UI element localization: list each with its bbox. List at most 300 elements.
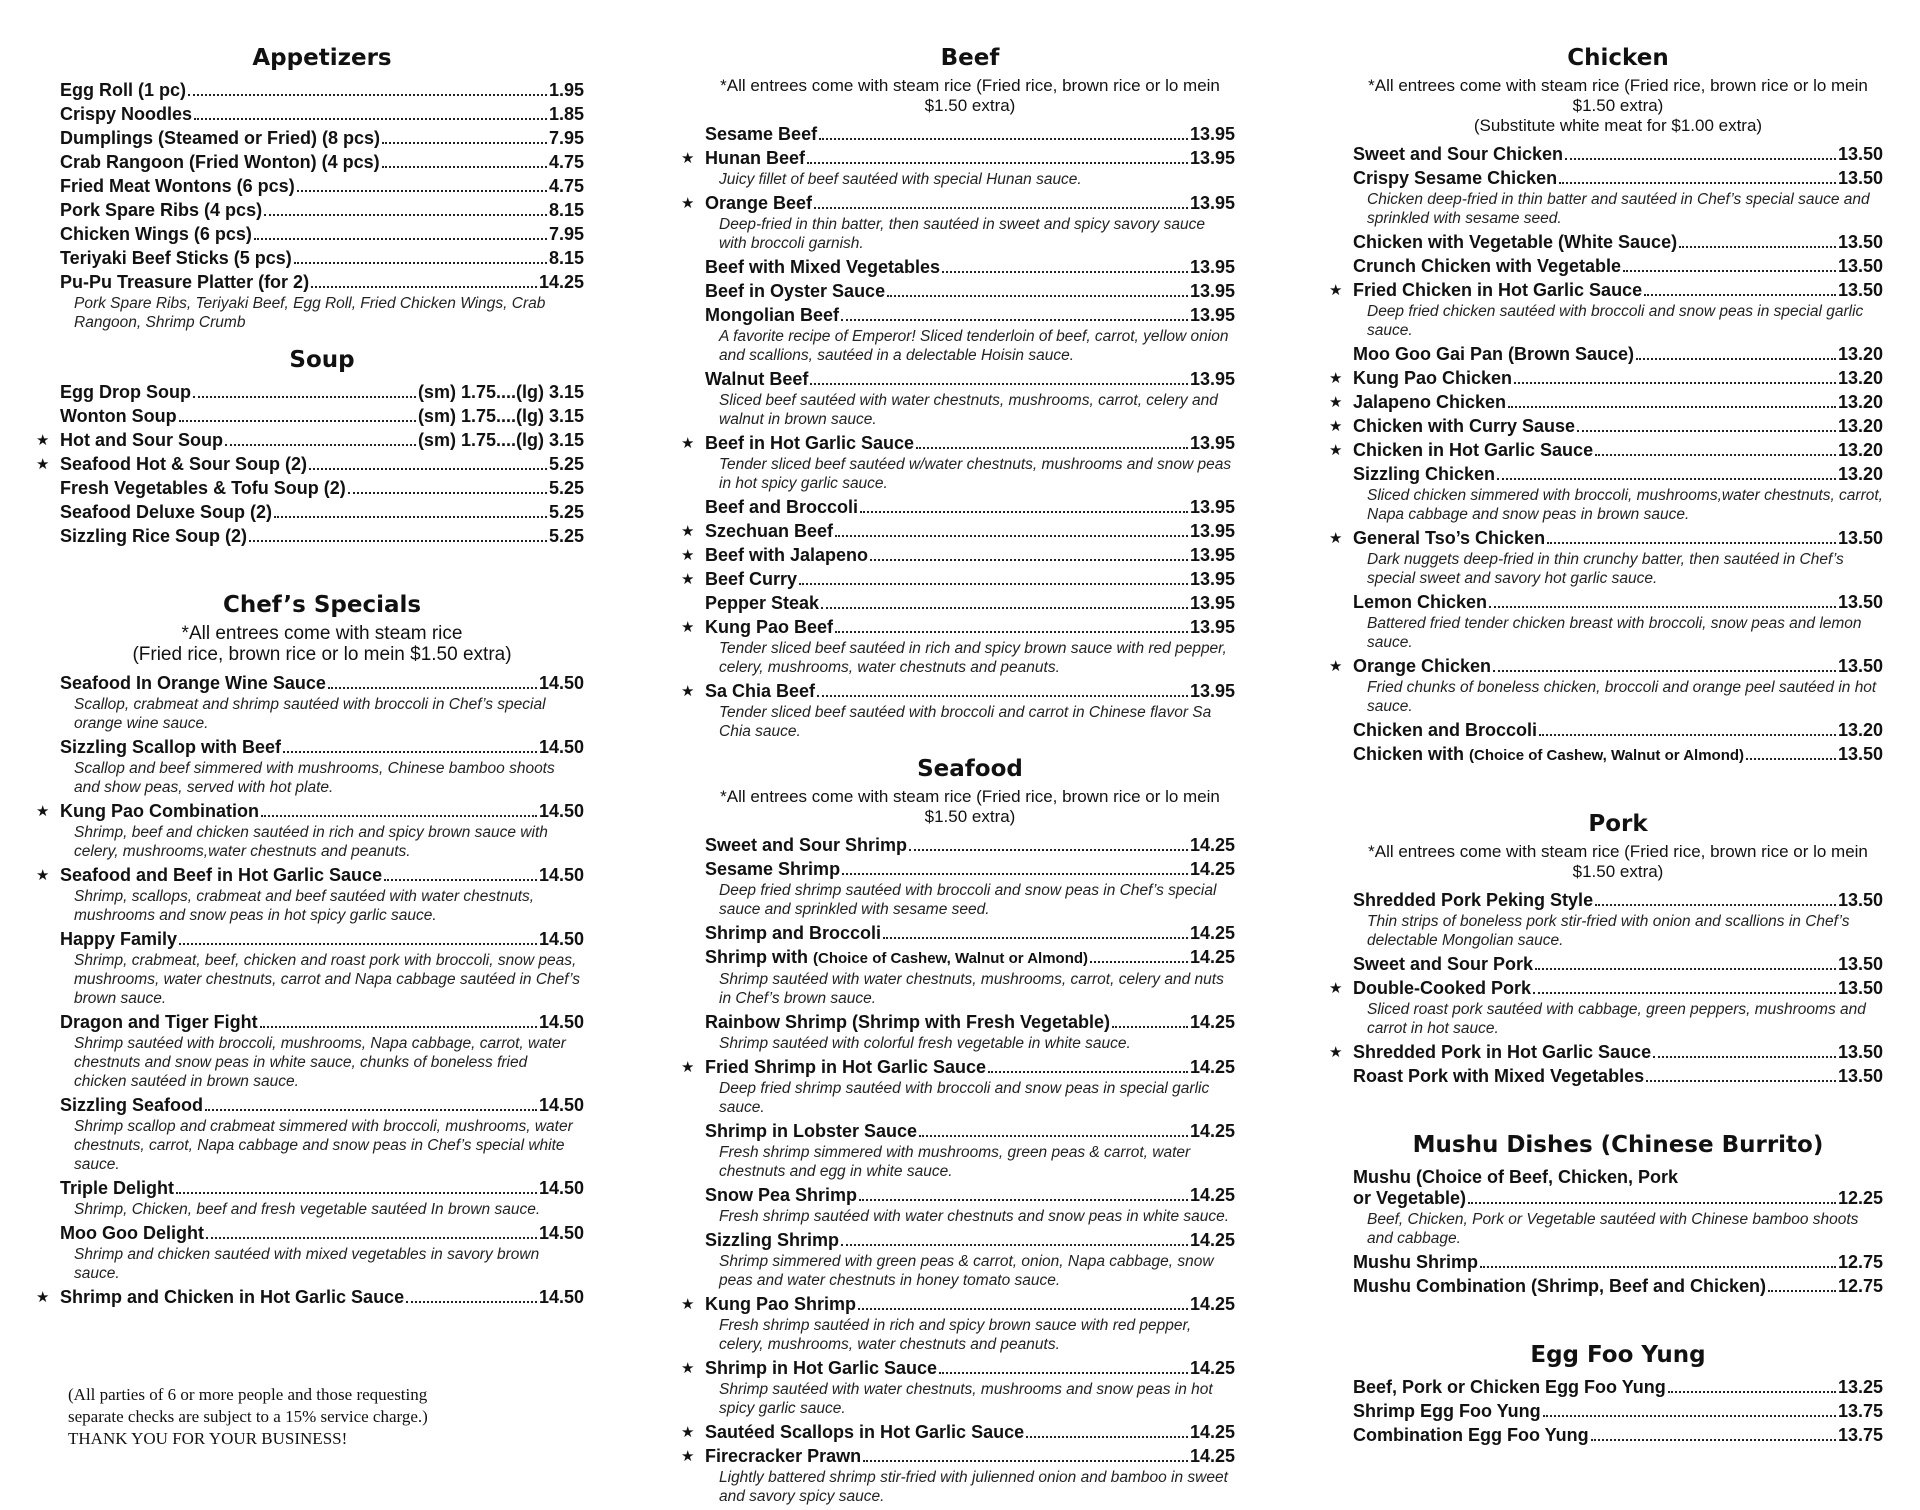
menu-item-row (705, 1121, 1235, 1142)
menu-item-name-text: Hot and Sour Soup (60, 430, 223, 450)
menu-item-name-text: Rainbow Shrimp (Shrimp with Fresh Vegetable) (705, 1012, 1111, 1032)
menu-item (36, 801, 584, 861)
menu-item-name-text: Fried Meat Wontons (6 pcs) (60, 176, 295, 196)
dotted-leader (384, 879, 537, 881)
menu-item (36, 1287, 584, 1308)
menu-item-price: 14.50 (538, 865, 584, 885)
menu-item-row (60, 406, 584, 427)
dotted-leader (1514, 382, 1836, 384)
menu-item-row (1353, 416, 1883, 437)
menu-item-row (60, 1095, 584, 1116)
menu-item-price: 7.95 (548, 128, 584, 148)
dotted-leader (294, 262, 547, 264)
menu-item (705, 497, 1235, 518)
menu-item (60, 128, 584, 149)
dotted-leader (309, 468, 547, 470)
menu-item-row (60, 478, 584, 499)
dotted-leader (919, 1135, 1188, 1137)
menu-item-name-text: Lemon Chicken (1353, 592, 1488, 612)
menu-item-name-text: Mushu Shrimp (1353, 1252, 1478, 1272)
menu-item-name-text: Fried Chicken in Hot Garlic Sauce (1353, 280, 1643, 300)
menu-item-name (1353, 890, 1593, 911)
menu-item-price: 14.50 (538, 929, 584, 949)
footer-line: THANK YOU FOR YOUR BUSINESS! (68, 1429, 348, 1448)
menu-item-description: Shrimp, Chicken, beef and fresh vegetable sautéed In brown sauce. (74, 1201, 541, 1218)
dotted-leader (939, 1372, 1188, 1374)
menu-item-name (1353, 344, 1634, 365)
menu-item-row (1353, 1377, 1883, 1398)
menu-item-description: Deep-fried in thin batter, then sautéed in sweet and spicy savory sauce with broccoli garnish. (719, 216, 1205, 252)
menu-item (1329, 656, 1883, 716)
menu-item-name (705, 257, 940, 278)
menu-item-name (60, 737, 281, 758)
menu-item-description: Shrimp scallop and crabmeat simmered with broccoli, mushrooms, water chestnuts, carrot, Napa cabbage and snow peas in Chef’s special white sauce. (74, 1118, 573, 1173)
menu-item-row (1353, 978, 1883, 999)
footer-line: (All parties of 6 or more people and those requesting (68, 1385, 428, 1404)
menu-item (681, 1422, 1235, 1443)
menu-item-description: Tender sliced beef sautéed w/water chestnuts, mushrooms and snow peas in hot spicy garlic sauce. (719, 456, 1232, 492)
menu-item-row (705, 193, 1235, 214)
menu-item-price: 14.50 (538, 673, 584, 693)
menu-item (60, 248, 584, 269)
menu-item (681, 617, 1235, 677)
spicy-star-icon: ★ (681, 1424, 695, 1441)
dotted-leader (1565, 158, 1836, 160)
menu-item-name (60, 1287, 404, 1308)
spicy-star-icon: ★ (36, 867, 50, 884)
dotted-leader (814, 207, 1188, 209)
menu-item-row (1353, 656, 1883, 677)
menu-item-name (705, 947, 1088, 969)
menu-item-name-text: Beef and Broccoli (705, 497, 859, 517)
menu-item-name-text: Moo Goo Gai Pan (Brown Sauce) (1353, 344, 1635, 364)
menu-item-row (60, 801, 584, 822)
menu-item-name-text: Firecracker Prawn (705, 1446, 862, 1466)
dotted-leader (1026, 1436, 1188, 1438)
menu-item-name-text: Teriyaki Beef Sticks (5 pcs) (60, 248, 292, 268)
menu-item (60, 1012, 584, 1091)
menu-item-name (60, 406, 177, 427)
menu-item (681, 681, 1235, 741)
menu-item-price: 14.25 (1189, 1422, 1235, 1442)
menu-item-name (1353, 280, 1642, 301)
menu-item-name-text: Beef Curry (705, 569, 798, 589)
dotted-leader (1768, 1290, 1836, 1292)
menu-item-price: 14.25 (1189, 1294, 1235, 1314)
menu-item (1329, 1042, 1883, 1063)
menu-item-name-text: Orange Chicken (1353, 656, 1492, 676)
menu-item (60, 929, 584, 1008)
menu-item (681, 521, 1235, 542)
menu-item-row (1353, 1425, 1883, 1446)
menu-item-row (1353, 1042, 1883, 1063)
menu-item-name (705, 124, 817, 145)
menu-item-name (60, 104, 192, 125)
menu-item-price: 13.95 (1189, 257, 1235, 277)
menu-item (681, 1057, 1235, 1117)
menu-item-row (705, 1294, 1235, 1315)
menu-item-name-text: Hunan Beef (705, 148, 806, 168)
menu-item-row (705, 1422, 1235, 1443)
menu-item (705, 1121, 1235, 1181)
menu-item-price: 14.25 (1189, 947, 1235, 967)
menu-item-price: 14.25 (1189, 1358, 1235, 1378)
menu-item-name (60, 1012, 258, 1033)
menu-item-name (705, 1185, 857, 1206)
menu-item-price: 13.50 (1837, 1066, 1883, 1086)
menu-item-price: 14.25 (1189, 835, 1235, 855)
menu-item-description: Fresh shrimp simmered with mushrooms, green peas & carrot, water chestnuts and egg in white sauce. (719, 1144, 1191, 1180)
menu-item-row (1353, 392, 1883, 413)
menu-item-price: 5.25 (548, 502, 584, 522)
menu-item-description: Deep fried shrimp sautéed with broccoli and snow peas in special garlic sauce. (719, 1080, 1210, 1116)
menu-item (60, 1178, 584, 1219)
menu-item-name (60, 454, 307, 475)
section-title: Chicken (1567, 45, 1669, 71)
menu-item (1329, 978, 1883, 1038)
spicy-star-icon: ★ (1329, 442, 1343, 459)
menu-item-name-text: Sautéed Scallops in Hot Garlic Sauce (705, 1422, 1025, 1442)
menu-item (60, 737, 584, 797)
menu-item-name (60, 478, 346, 499)
section-appetizers (60, 44, 584, 332)
menu-item-row (1353, 280, 1883, 301)
menu-item-description: Shrimp sautéed with water chestnuts, mushrooms and snow peas in hot spicy garlic sauce. (719, 1381, 1213, 1417)
menu-item-name (60, 1178, 174, 1199)
menu-item-description: Sliced beef sautéed with water chestnuts, mushrooms, carrot, celery and walnut in brown sauce. (719, 392, 1218, 428)
menu-item-row (1353, 1188, 1883, 1209)
section-note: (Fried rice, brown rice or lo mein $1.50 extra) (132, 644, 512, 665)
menu-item-row (60, 200, 584, 221)
menu-item-name (60, 526, 247, 547)
menu-item-name (60, 382, 191, 403)
dotted-leader (817, 695, 1188, 697)
menu-item-price: 4.75 (548, 176, 584, 196)
menu-item-name (705, 1057, 986, 1078)
menu-item (705, 257, 1235, 278)
menu-item-description: Scallop, crabmeat and shrimp sautéed with broccoli in Chef’s special orange wine sauce. (74, 696, 546, 732)
menu-item-name-text: Egg Roll (1 pc) (60, 80, 186, 100)
spicy-star-icon: ★ (681, 1059, 695, 1076)
dotted-leader (283, 751, 537, 753)
menu-item-row (705, 281, 1235, 302)
menu-item-description: Scallop and beef simmered with mushrooms, Chinese bamboo shoots and show peas, served with hot plate. (74, 760, 555, 796)
menu-item-price: (sm) 1.75....(lg) 3.15 (417, 406, 584, 426)
section-title: Seafood (917, 756, 1023, 782)
menu-item-name-text: Fried Shrimp in Hot Garlic Sauce (705, 1057, 987, 1077)
menu-item-name (60, 224, 252, 245)
menu-item-description: Shrimp, beef and chicken sautéed in rich and spicy brown sauce with celery, mushrooms,water chestnuts and peanuts. (74, 824, 548, 860)
spicy-star-icon: ★ (1329, 418, 1343, 435)
spicy-star-icon: ★ (681, 571, 695, 588)
menu-item-name (705, 521, 833, 542)
menu-item-row (1353, 1276, 1883, 1297)
dotted-leader (1595, 454, 1836, 456)
menu-item-row (1353, 1066, 1883, 1087)
menu-item (1353, 1167, 1883, 1248)
menu-item-name (1353, 144, 1563, 165)
menu-item-row (60, 1223, 584, 1244)
dotted-leader (1547, 542, 1836, 544)
menu-item-price: 13.95 (1189, 305, 1235, 325)
menu-item (60, 272, 584, 332)
section-pork (1329, 810, 1883, 1087)
menu-item-name-text: Happy Family (60, 929, 178, 949)
dotted-leader (1577, 430, 1836, 432)
menu-item-name (1353, 392, 1506, 413)
dotted-leader (916, 447, 1188, 449)
item-list (1329, 144, 1883, 766)
menu-item-name (705, 148, 805, 169)
section-mushu (1353, 1131, 1883, 1297)
menu-item-name-text: Shredded Pork in Hot Garlic Sauce (1353, 1042, 1652, 1062)
menu-item (705, 1230, 1235, 1290)
spicy-star-icon: ★ (1329, 658, 1343, 675)
menu-item-row (1353, 1252, 1883, 1273)
menu-item (60, 478, 584, 499)
menu-item-name-text: Roast Pork with Mixed Vegetables (1353, 1066, 1645, 1086)
menu-item (1353, 1066, 1883, 1087)
menu-item-price: 14.50 (538, 1178, 584, 1198)
menu-item-name (60, 152, 380, 173)
menu-item-name-text: Sizzling Scallop with Beef (60, 737, 282, 757)
menu-item-name (705, 1121, 917, 1142)
menu-item-name (60, 502, 272, 523)
menu-item-name-text: Beef, Pork or Chicken Egg Foo Yung (1353, 1377, 1666, 1397)
menu-item-name (705, 305, 839, 326)
menu-item-price: (sm) 1.75....(lg) 3.15 (417, 430, 584, 450)
menu-item-price: 14.50 (538, 1012, 584, 1032)
menu-item-name (1353, 1401, 1541, 1422)
menu-item-price: 14.25 (1189, 1057, 1235, 1077)
menu-item-name-text: Combination Egg Foo Yung (1353, 1425, 1589, 1445)
menu-item-name-text: Shrimp Egg Foo Yung (1353, 1401, 1541, 1421)
section-note: (Substitute white meat for $1.00 extra) (1473, 116, 1763, 135)
menu-item-price: 14.25 (1189, 923, 1235, 943)
menu-item-name-text: Dumplings (Steamed or Fried) (8 pcs) (60, 128, 381, 148)
menu-item (705, 859, 1235, 919)
menu-item-price: 13.95 (1189, 545, 1235, 565)
menu-item-price: 13.20 (1837, 368, 1883, 388)
dotted-leader (206, 1237, 537, 1239)
menu-item-name (1353, 744, 1744, 766)
menu-item-price: 8.15 (548, 200, 584, 220)
menu-item-name-text: Crunch Chicken with Vegetable (1353, 256, 1622, 276)
dotted-leader (819, 138, 1188, 140)
menu-item-row (705, 521, 1235, 542)
menu-item-description: Shrimp simmered with green peas & carrot, onion, Napa cabbage, snow peas and water chestnuts in honey tomato sauce. (719, 1253, 1214, 1289)
menu-item-price: 1.95 (548, 80, 584, 100)
menu-item (705, 124, 1235, 145)
dotted-leader (179, 943, 537, 945)
menu-item-row (705, 497, 1235, 518)
menu-item (60, 80, 584, 101)
dotted-leader (1591, 1439, 1836, 1441)
menu-item-name (705, 1012, 1110, 1033)
menu-item (705, 1185, 1235, 1226)
menu-item-row (705, 1230, 1235, 1251)
menu-item-description: Shrimp and chicken sautéed with mixed vegetables in savory brown sauce. (74, 1246, 540, 1282)
menu-item-name-text: Beef with Mixed Vegetables (705, 257, 941, 277)
dotted-leader (859, 1199, 1188, 1201)
dotted-leader (1493, 670, 1836, 672)
spicy-star-icon: ★ (1329, 530, 1343, 547)
menu-item-description: Beef, Chicken, Pork or Vegetable sautéed with Chinese bamboo shoots and cabbage. (1367, 1211, 1859, 1247)
dotted-leader (1508, 406, 1836, 408)
menu-item-name-text: Seafood Deluxe Soup (2) (60, 502, 273, 522)
menu-item-name-text: Crispy Noodles (60, 104, 193, 124)
menu-item-name-text: Chicken Wings (6 pcs) (60, 224, 252, 244)
menu-item-name-text: Crab Rangoon (Fried Wonton) (4 pcs) (60, 152, 380, 172)
dotted-leader (1623, 270, 1836, 272)
menu-item-name-text: Pork Spare Ribs (4 pcs) (60, 200, 263, 220)
menu-item-row (60, 152, 584, 173)
menu-item-row (705, 1012, 1235, 1033)
section-beef (681, 44, 1235, 741)
menu-item (705, 369, 1235, 429)
menu-item (705, 923, 1235, 944)
menu-item (60, 1095, 584, 1174)
dotted-leader (249, 540, 547, 542)
menu-item-price: 13.50 (1837, 232, 1883, 252)
dotted-leader (311, 286, 537, 288)
menu-item (1329, 440, 1883, 461)
menu-item-row (705, 569, 1235, 590)
menu-item-name-text: Chicken with Curry Sause (1353, 416, 1576, 436)
menu-item (36, 865, 584, 925)
spicy-star-icon: ★ (1329, 980, 1343, 997)
dotted-leader (863, 1460, 1188, 1462)
menu-item-price: 13.50 (1837, 656, 1883, 676)
menu-item (1353, 1377, 1883, 1398)
menu-item-name-text: Double-Cooked Pork (1353, 978, 1532, 998)
dotted-leader (260, 1026, 537, 1028)
menu-item-row (1353, 232, 1883, 253)
dotted-leader (1668, 1391, 1836, 1393)
menu-item-price: 13.50 (1837, 528, 1883, 548)
menu-item (681, 1358, 1235, 1418)
menu-item-description: Shrimp sautéed with water chestnuts, mushrooms, carrot, celery and nuts in Chef’s brown sauce. (719, 971, 1224, 1007)
menu-item-name-text: Sizzling Seafood (60, 1095, 204, 1115)
menu-item-price: 13.95 (1189, 521, 1235, 541)
menu-item (1353, 890, 1883, 950)
menu-item-name (705, 569, 797, 590)
menu-item-name (60, 200, 262, 221)
dotted-leader (1746, 758, 1836, 760)
menu-item-name (1353, 440, 1593, 461)
menu-item-price: 13.25 (1837, 1377, 1883, 1397)
dotted-leader (835, 535, 1188, 537)
menu-item (705, 305, 1235, 365)
menu-item-name (1353, 1377, 1666, 1398)
menu-item (681, 193, 1235, 253)
section-title: Soup (289, 347, 355, 373)
menu-item-name-text: Beef in Hot Garlic Sauce (705, 433, 915, 453)
menu-item-name-text: Beef with Jalapeno (705, 545, 869, 565)
spicy-star-icon: ★ (681, 1296, 695, 1313)
dotted-leader (382, 142, 547, 144)
menu-item-name (60, 272, 309, 293)
menu-item-name (60, 80, 186, 101)
section-title: Pork (1588, 811, 1648, 837)
menu-item-name (60, 1095, 203, 1116)
menu-item (681, 433, 1235, 493)
menu-item-price: 13.95 (1189, 681, 1235, 701)
dotted-leader (988, 1071, 1188, 1073)
menu-item-price: 13.50 (1837, 744, 1883, 764)
menu-item-name (60, 673, 326, 694)
menu-item-name-text: Sa Chia Beef (705, 681, 816, 701)
menu-item (1353, 232, 1883, 253)
menu-item-name-text: Sizzling Rice Soup (2) (60, 526, 248, 546)
menu-item-price: 13.95 (1189, 148, 1235, 168)
menu-item-name-text: Pepper Steak (705, 593, 820, 613)
menu-item-description: A favorite recipe of Emperor! Sliced tenderloin of beef, carrot, yellow onion and scallions, sautéed in a delectable Hoisin sauce. (719, 328, 1229, 364)
dotted-leader (176, 1192, 537, 1194)
menu-item-name (705, 1422, 1024, 1443)
section-seafood (681, 755, 1235, 1506)
menu-item-name-text: Crispy Sesame Chicken (1353, 168, 1558, 188)
menu-item-price: 5.25 (548, 478, 584, 498)
dotted-leader (1533, 992, 1836, 994)
menu-item-price: 13.95 (1189, 497, 1235, 517)
menu-item-price: 13.20 (1837, 344, 1883, 364)
menu-item (1329, 368, 1883, 389)
menu-item-row (705, 1358, 1235, 1379)
menu-item-price: 13.50 (1837, 256, 1883, 276)
dotted-leader (1489, 606, 1836, 608)
dotted-leader (1595, 904, 1836, 906)
menu-item-name (60, 128, 380, 149)
menu-item-price: 12.75 (1837, 1252, 1883, 1272)
spicy-star-icon: ★ (36, 432, 50, 449)
menu-item-name-text: Kung Pao Chicken (1353, 368, 1513, 388)
menu-item (1329, 280, 1883, 340)
dotted-leader (942, 271, 1188, 273)
menu-item (1353, 592, 1883, 652)
spicy-star-icon: ★ (1329, 394, 1343, 411)
dotted-leader (194, 118, 547, 120)
dotted-leader (193, 396, 416, 398)
menu-item (681, 1294, 1235, 1354)
menu-item-description: Deep fried shrimp sautéed with broccoli and snow peas in Chef’s special sauce and sprinkled with sesame seed. (719, 882, 1217, 918)
dotted-leader (261, 815, 537, 817)
menu-item-row (705, 681, 1235, 702)
menu-item-name (1353, 954, 1533, 975)
dotted-leader (382, 166, 547, 168)
menu-item-price: 14.25 (1189, 1012, 1235, 1032)
dotted-leader (887, 295, 1188, 297)
menu-item-name (1353, 720, 1537, 741)
menu-item (1353, 1252, 1883, 1273)
section-chefs-specials (36, 591, 584, 1308)
menu-item-description: Juicy fillet of beef sautéed with special Hunan sauce. (719, 171, 1082, 188)
menu-item-name (1353, 1252, 1478, 1273)
spicy-star-icon: ★ (681, 435, 695, 452)
menu-item-description: Tender sliced beef sautéed with broccoli and carrot in Chinese flavor Sa Chia sauce. (719, 704, 1212, 740)
menu-item-row (1353, 144, 1883, 165)
menu-item-row (705, 257, 1235, 278)
menu-item-row (705, 545, 1235, 566)
menu-item-name-text: Sesame Shrimp (705, 859, 841, 879)
menu-item-name-text: Chicken in Hot Garlic Sauce (1353, 440, 1594, 460)
menu-item (60, 406, 584, 427)
menu-item-name (1353, 1425, 1589, 1446)
menu-item (1353, 720, 1883, 741)
menu-item-name (705, 1230, 839, 1251)
menu-item-row (60, 430, 584, 451)
menu-item-price: 13.50 (1837, 144, 1883, 164)
